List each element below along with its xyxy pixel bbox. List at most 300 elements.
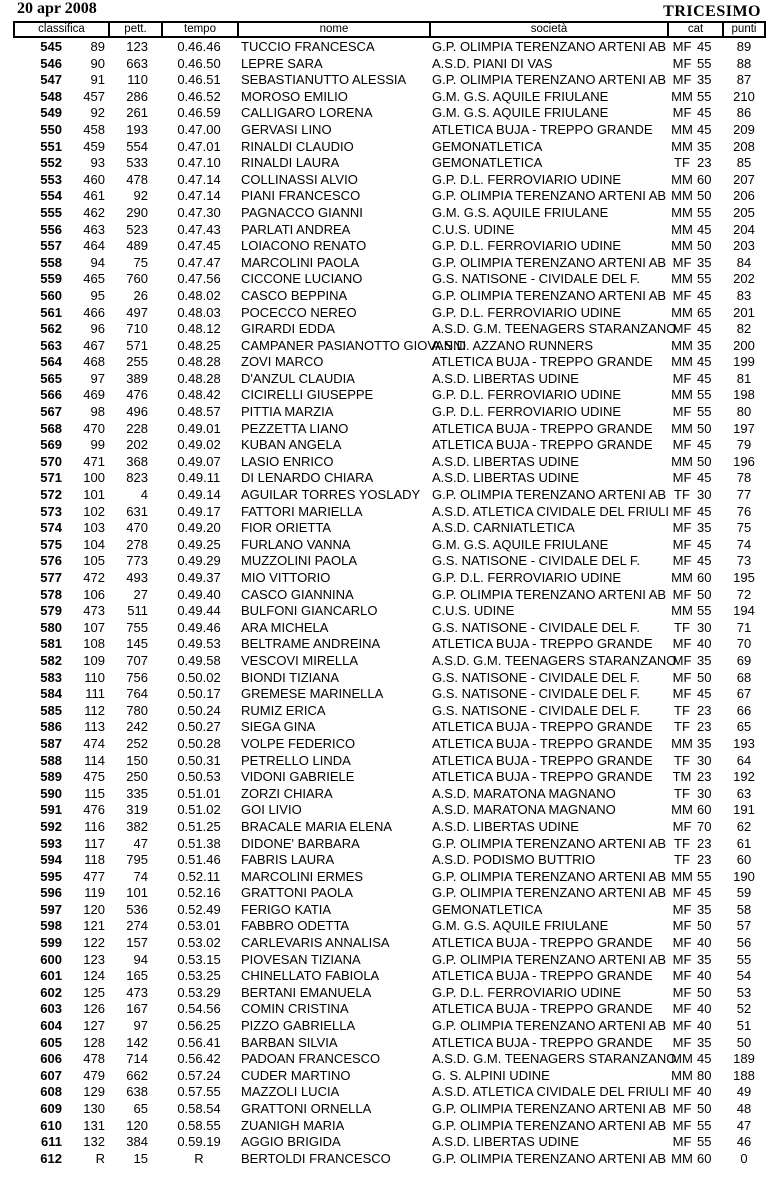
rank-cell: 605 — [40, 1034, 62, 1050]
bib-cell: 760 — [126, 271, 148, 287]
category-age-cell: 40 — [697, 1001, 712, 1017]
time-cell: 0.46.59 — [177, 105, 221, 121]
points-cell: 209 — [733, 121, 755, 137]
category-age-cell: 40 — [697, 636, 712, 652]
bib-cell: 638 — [126, 1084, 148, 1100]
category-code-cell: TF — [674, 155, 690, 171]
name-cell: CASCO BEPPINA — [241, 287, 348, 303]
table-row — [0, 670, 771, 687]
category-code-cell: MF — [672, 984, 692, 1000]
time-cell: 0.50.27 — [177, 719, 221, 735]
points-cell: 200 — [733, 337, 755, 353]
category-age-cell: 30 — [697, 487, 712, 503]
category-age-cell: 50 — [697, 918, 712, 934]
category-code-cell: MF — [672, 935, 692, 951]
club-cell: A.S.D. LIBERTAS UDINE — [432, 818, 579, 834]
time-cell: 0.51.01 — [177, 785, 221, 801]
category-rank-cell: 100 — [83, 470, 105, 486]
category-age-cell: 45 — [697, 370, 712, 386]
bib-cell: 286 — [126, 88, 148, 104]
table-row — [0, 636, 771, 653]
time-cell: 0.46.46 — [177, 39, 221, 54]
category-rank-cell: 463 — [83, 221, 105, 237]
points-cell: 64 — [736, 752, 752, 768]
bib-cell: 707 — [126, 652, 148, 668]
points-cell: 67 — [736, 686, 752, 702]
name-cell: CALLIGARO LORENA — [241, 105, 373, 121]
category-rank-cell: 130 — [83, 1101, 105, 1116]
category-code-cell: MM — [671, 304, 693, 320]
category-age-cell: 45 — [697, 437, 712, 453]
table-row — [0, 1151, 771, 1168]
category-code-cell: MF — [672, 55, 692, 71]
col-header-cat: cat — [669, 23, 722, 36]
table-row — [0, 935, 771, 952]
category-age-cell: 55 — [697, 55, 712, 71]
category-code-cell: MF — [672, 321, 692, 337]
table-row — [0, 587, 771, 604]
name-cell: CASCO GIANNINA — [241, 586, 354, 602]
category-code-cell: TF — [674, 619, 690, 635]
name-cell: PIOVESAN TIZIANA — [241, 951, 361, 967]
category-age-cell: 35 — [697, 520, 712, 536]
time-cell: 0.48.03 — [177, 304, 221, 320]
table-row — [0, 769, 771, 786]
club-cell: ATLETICA BUJA - TREPPO GRANDE — [432, 769, 653, 785]
rank-cell: 595 — [40, 868, 62, 884]
name-cell: CICCONE LUCIANO — [241, 271, 363, 287]
category-code-cell: MF — [672, 404, 692, 420]
category-age-cell: 40 — [697, 1018, 712, 1034]
category-age-cell: 60 — [697, 1150, 712, 1166]
table-row — [0, 952, 771, 969]
club-cell: A.S.D. ATLETICA CIVIDALE DEL FRIULI — [432, 503, 669, 519]
name-cell: FERIGO KATIA — [241, 901, 332, 917]
points-cell: 62 — [736, 818, 752, 834]
category-rank-cell: 477 — [83, 868, 105, 884]
name-cell: PETRELLO LINDA — [241, 752, 351, 768]
table-row — [0, 836, 771, 853]
category-rank-cell: 91 — [90, 72, 105, 88]
club-cell: A.S.D. AZZANO RUNNERS — [432, 337, 594, 353]
rank-cell: 550 — [40, 121, 62, 137]
table-row — [0, 1134, 771, 1151]
bib-cell: 663 — [126, 55, 148, 71]
rank-cell: 561 — [40, 304, 62, 320]
bib-cell: 242 — [126, 719, 148, 735]
points-cell: 189 — [733, 1051, 755, 1067]
category-code-cell: MM — [671, 88, 693, 104]
table-row — [0, 537, 771, 554]
category-rank-cell: 111 — [85, 686, 105, 702]
bib-cell: 92 — [133, 188, 148, 204]
time-cell: 0.49.46 — [177, 619, 221, 635]
time-cell: 0.52.49 — [177, 901, 221, 917]
category-code-cell: MF — [672, 437, 692, 453]
club-cell: A.S.D. ATLETICA CIVIDALE DEL FRIULI — [432, 1084, 669, 1100]
time-cell: 0.50.28 — [177, 735, 221, 751]
club-cell: GEMONATLETICA — [432, 138, 543, 154]
category-code-cell: MF — [672, 370, 692, 386]
rank-cell: 555 — [40, 204, 62, 220]
table-row — [0, 155, 771, 172]
time-cell: R — [194, 1150, 204, 1166]
bib-cell: 157 — [126, 935, 148, 951]
rank-cell: 604 — [40, 1018, 62, 1034]
club-cell: A.S.D. LIBERTAS UDINE — [432, 1134, 579, 1150]
club-cell: GEMONATLETICA — [432, 155, 543, 171]
name-cell: CAMPANER PASIANOTTO GIOVANNI — [241, 337, 467, 353]
bib-cell: 335 — [126, 785, 148, 801]
points-cell: 59 — [736, 885, 752, 901]
category-age-cell: 55 — [697, 404, 712, 420]
category-code-cell: TF — [674, 487, 690, 503]
category-age-cell: 50 — [697, 1101, 712, 1116]
bib-cell: 145 — [126, 636, 148, 652]
time-cell: 0.48.57 — [177, 404, 221, 420]
name-cell: PIANI FRANCESCO — [241, 188, 361, 204]
time-cell: 0.49.07 — [177, 453, 221, 469]
points-cell: 205 — [733, 204, 755, 220]
points-cell: 61 — [736, 835, 752, 851]
category-age-cell: 45 — [697, 1051, 712, 1067]
category-code-cell: MF — [672, 520, 692, 536]
bib-cell: 120 — [126, 1117, 148, 1133]
name-cell: PEZZETTA LIANO — [241, 420, 349, 436]
club-cell: A.S.D. LIBERTAS UDINE — [432, 370, 579, 386]
points-cell: 73 — [736, 553, 752, 569]
rank-cell: 571 — [40, 470, 62, 486]
club-cell: G.S. NATISONE - CIVIDALE DEL F. — [432, 553, 641, 569]
club-cell: A.S.D. PODISMO BUTTRIO — [432, 852, 596, 868]
category-age-cell: 35 — [697, 72, 712, 88]
category-code-cell: MF — [672, 254, 692, 270]
rank-cell: 576 — [40, 553, 62, 569]
points-cell: 199 — [733, 354, 755, 370]
table-row — [0, 421, 771, 438]
bib-cell: 533 — [126, 155, 148, 171]
rank-cell: 597 — [40, 901, 62, 917]
name-cell: ZUANIGH MARIA — [241, 1117, 345, 1133]
table-row — [0, 172, 771, 189]
time-cell: 0.51.38 — [177, 835, 221, 851]
name-cell: RINALDI LAURA — [241, 155, 340, 171]
rank-cell: 609 — [40, 1101, 62, 1116]
points-cell: 53 — [736, 984, 752, 1000]
category-age-cell: 45 — [697, 536, 712, 552]
club-cell: G.P. OLIMPIA TERENZANO ARTENI AB — [432, 1018, 667, 1034]
table-row — [0, 985, 771, 1002]
name-cell: PARLATI ANDREA — [241, 221, 351, 237]
time-cell: 0.50.02 — [177, 669, 221, 685]
time-cell: 0.52.11 — [177, 868, 221, 884]
category-code-cell: MF — [672, 951, 692, 967]
rank-cell: 557 — [40, 238, 62, 254]
club-cell: ATLETICA BUJA - TREPPO GRANDE — [432, 437, 653, 453]
table-row — [0, 354, 771, 371]
category-rank-cell: 113 — [84, 719, 105, 735]
club-cell: G.S. NATISONE - CIVIDALE DEL F. — [432, 669, 641, 685]
category-rank-cell: 95 — [90, 287, 105, 303]
rank-cell: 596 — [40, 885, 62, 901]
category-age-cell: 55 — [697, 387, 712, 403]
category-age-cell: 30 — [697, 752, 712, 768]
table-row — [0, 802, 771, 819]
table-row — [0, 338, 771, 355]
table-row — [0, 1001, 771, 1018]
time-cell: 0.49.02 — [177, 437, 221, 453]
rank-cell: 554 — [40, 188, 62, 204]
club-cell: G.P. OLIMPIA TERENZANO ARTENI AB — [432, 39, 667, 54]
bib-cell: 476 — [126, 387, 148, 403]
time-cell: 0.56.25 — [177, 1018, 221, 1034]
table-row — [0, 553, 771, 570]
club-cell: A.S.D. CARNIATLETICA — [432, 520, 575, 536]
bib-cell: 252 — [126, 735, 148, 751]
points-cell: 68 — [736, 669, 752, 685]
time-cell: 0.51.25 — [177, 818, 221, 834]
rank-cell: 567 — [40, 404, 62, 420]
category-rank-cell: 476 — [83, 802, 105, 818]
time-cell: 0.49.53 — [177, 636, 221, 652]
club-cell: G.P. OLIMPIA TERENZANO ARTENI AB — [432, 1117, 667, 1133]
time-cell: 0.48.12 — [177, 321, 221, 337]
bib-cell: 389 — [126, 370, 148, 386]
category-age-cell: 40 — [697, 1084, 712, 1100]
rank-cell: 594 — [40, 852, 62, 868]
category-code-cell: MF — [672, 1084, 692, 1100]
category-code-cell: MF — [672, 105, 692, 121]
rank-cell: 569 — [40, 437, 62, 453]
points-cell: 49 — [736, 1084, 752, 1100]
time-cell: 0.49.37 — [177, 570, 221, 585]
category-age-cell: 23 — [697, 155, 712, 171]
name-cell: FABBRO ODETTA — [241, 918, 350, 934]
club-cell: ATLETICA BUJA - TREPPO GRANDE — [432, 752, 653, 768]
club-cell: ATLETICA BUJA - TREPPO GRANDE — [432, 935, 653, 951]
club-cell: G.M. G.S. AQUILE FRIULANE — [432, 918, 609, 934]
category-age-cell: 45 — [697, 354, 712, 370]
name-cell: PAGNACCO GIANNI — [241, 204, 363, 220]
name-cell: MOROSO EMILIO — [241, 88, 348, 104]
time-cell: 0.50.24 — [177, 702, 221, 718]
rank-cell: 602 — [40, 984, 62, 1000]
rank-cell: 582 — [40, 652, 62, 668]
bib-cell: 795 — [126, 852, 148, 868]
bib-cell: 319 — [126, 802, 148, 818]
category-code-cell: MM — [671, 221, 693, 237]
category-rank-cell: 89 — [90, 39, 105, 54]
table-row — [0, 271, 771, 288]
category-code-cell: MF — [672, 652, 692, 668]
table-row — [0, 89, 771, 106]
category-code-cell: TM — [672, 769, 692, 785]
category-rank-cell: 132 — [83, 1134, 105, 1150]
category-code-cell: MF — [672, 586, 692, 602]
points-cell: 71 — [736, 619, 752, 635]
name-cell: BERTANI EMANUELA — [241, 984, 372, 1000]
club-cell: G. S. ALPINI UDINE — [432, 1067, 550, 1083]
time-cell: 0.59.19 — [177, 1134, 221, 1150]
points-cell: 87 — [736, 72, 752, 88]
points-cell: 202 — [733, 271, 755, 287]
club-cell: C.U.S. UDINE — [432, 221, 515, 237]
points-cell: 85 — [736, 155, 752, 171]
table-row — [0, 603, 771, 620]
name-cell: GERVASI LINO — [241, 121, 332, 137]
name-cell: GRATTONI ORNELLA — [241, 1101, 372, 1116]
category-age-cell: 55 — [697, 868, 712, 884]
time-cell: 0.48.25 — [177, 337, 221, 353]
category-age-cell: 23 — [697, 835, 712, 851]
points-cell: 52 — [736, 1001, 752, 1017]
category-code-cell: MM — [671, 453, 693, 469]
points-cell: 84 — [736, 254, 752, 270]
category-code-cell: MM — [671, 354, 693, 370]
name-cell: CICIRELLI GIUSEPPE — [241, 387, 374, 403]
race-date: 20 apr 2008 — [17, 0, 97, 17]
club-cell: G.P. OLIMPIA TERENZANO ARTENI AB — [432, 287, 667, 303]
category-code-cell: MM — [671, 1150, 693, 1166]
name-cell: KUBAN ANGELA — [241, 437, 342, 453]
category-code-cell: MF — [672, 470, 692, 486]
points-cell: 54 — [736, 968, 752, 984]
category-code-cell: MM — [671, 387, 693, 403]
points-cell: 83 — [736, 287, 752, 303]
club-cell: ATLETICA BUJA - TREPPO GRANDE — [432, 735, 653, 751]
category-rank-cell: 462 — [83, 204, 105, 220]
rank-cell: 547 — [40, 72, 62, 88]
table-row — [0, 885, 771, 902]
rank-cell: 592 — [40, 818, 62, 834]
bib-cell: 473 — [126, 984, 148, 1000]
category-age-cell: 35 — [697, 652, 712, 668]
category-code-cell: MF — [672, 1134, 692, 1150]
category-rank-cell: 466 — [83, 304, 105, 320]
category-code-cell: MM — [671, 570, 693, 585]
points-cell: 65 — [736, 719, 752, 735]
table-row — [0, 404, 771, 421]
category-rank-cell: 472 — [83, 570, 105, 585]
category-age-cell: 45 — [697, 39, 712, 54]
category-rank-cell: 96 — [90, 321, 105, 337]
category-code-cell: MF — [672, 553, 692, 569]
rank-cell: 562 — [40, 321, 62, 337]
name-cell: D'ANZUL CLAUDIA — [241, 370, 355, 386]
category-age-cell: 80 — [697, 1067, 712, 1083]
category-code-cell: MM — [671, 188, 693, 204]
table-row — [0, 869, 771, 886]
table-row — [0, 1068, 771, 1085]
points-cell: 70 — [736, 636, 752, 652]
table-row — [0, 205, 771, 222]
category-age-cell: 35 — [697, 1034, 712, 1050]
category-code-cell: MF — [672, 669, 692, 685]
name-cell: VESCOVI MIRELLA — [241, 652, 359, 668]
category-age-cell: 35 — [697, 951, 712, 967]
category-age-cell: 45 — [697, 686, 712, 702]
club-cell: A.S.D. G.M. TEENAGERS STARANZANO — [432, 1051, 677, 1067]
category-age-cell: 55 — [697, 88, 712, 104]
club-cell: ATLETICA BUJA - TREPPO GRANDE — [432, 121, 653, 137]
rank-cell: 577 — [40, 570, 62, 585]
category-age-cell: 40 — [697, 935, 712, 951]
time-cell: 0.57.55 — [177, 1084, 221, 1100]
time-cell: 0.49.44 — [177, 603, 221, 619]
category-code-cell: MF — [672, 636, 692, 652]
table-row — [0, 321, 771, 338]
points-cell: 63 — [736, 785, 752, 801]
points-cell: 193 — [733, 735, 755, 751]
points-cell: 198 — [733, 387, 755, 403]
category-rank-cell: 103 — [83, 520, 105, 536]
points-cell: 207 — [733, 171, 755, 187]
club-cell: G.P. OLIMPIA TERENZANO ARTENI AB — [432, 868, 667, 884]
category-code-cell: MM — [671, 238, 693, 254]
time-cell: 0.53.25 — [177, 968, 221, 984]
club-cell: A.S.D. LIBERTAS UDINE — [432, 470, 579, 486]
table-row — [0, 686, 771, 703]
rank-cell: 575 — [40, 536, 62, 552]
category-age-cell: 60 — [697, 802, 712, 818]
time-cell: 0.49.29 — [177, 553, 221, 569]
club-cell: G.P. OLIMPIA TERENZANO ARTENI AB — [432, 1150, 667, 1166]
club-cell: G.M. G.S. AQUILE FRIULANE — [432, 105, 609, 121]
time-cell: 0.47.00 — [177, 121, 221, 137]
bib-cell: 278 — [126, 536, 148, 552]
rank-cell: 598 — [40, 918, 62, 934]
col-header-tempo: tempo — [163, 23, 237, 36]
time-cell: 0.49.01 — [177, 420, 221, 436]
club-cell: ATLETICA BUJA - TREPPO GRANDE — [432, 420, 653, 436]
category-rank-cell: 457 — [83, 88, 105, 104]
category-code-cell: MF — [672, 885, 692, 901]
name-cell: GREMESE MARINELLA — [241, 686, 384, 702]
points-cell: 48 — [736, 1101, 752, 1116]
category-age-cell: 55 — [697, 1117, 712, 1133]
time-cell: 0.48.02 — [177, 287, 221, 303]
category-rank-cell: 127 — [83, 1018, 105, 1034]
category-age-cell: 40 — [697, 968, 712, 984]
points-cell: 197 — [733, 420, 755, 436]
rank-cell: 563 — [40, 337, 62, 353]
rank-cell: 580 — [40, 619, 62, 635]
bib-cell: 714 — [126, 1051, 148, 1067]
rank-cell: 558 — [40, 254, 62, 270]
category-age-cell: 55 — [697, 204, 712, 220]
club-cell: ATLETICA BUJA - TREPPO GRANDE — [432, 354, 653, 370]
time-cell: 0.56.42 — [177, 1051, 221, 1067]
bib-cell: 123 — [126, 39, 148, 54]
category-rank-cell: 460 — [83, 171, 105, 187]
time-cell: 0.47.10 — [177, 155, 221, 171]
points-cell: 69 — [736, 652, 752, 668]
time-cell: 0.49.20 — [177, 520, 221, 536]
points-cell: 47 — [736, 1117, 752, 1133]
category-code-cell: TF — [674, 835, 690, 851]
category-code-cell: MM — [671, 138, 693, 154]
category-rank-cell: 125 — [83, 984, 105, 1000]
table-row — [0, 570, 771, 587]
name-cell: COLLINASSI ALVIO — [241, 171, 358, 187]
name-cell: SIEGA GINA — [241, 719, 316, 735]
table-row — [0, 786, 771, 803]
table-row — [0, 1035, 771, 1052]
table-row — [0, 1101, 771, 1118]
points-cell: 0 — [740, 1150, 748, 1166]
name-cell: LOIACONO RENATO — [241, 238, 367, 254]
club-cell: G.S. NATISONE - CIVIDALE DEL F. — [432, 271, 641, 287]
